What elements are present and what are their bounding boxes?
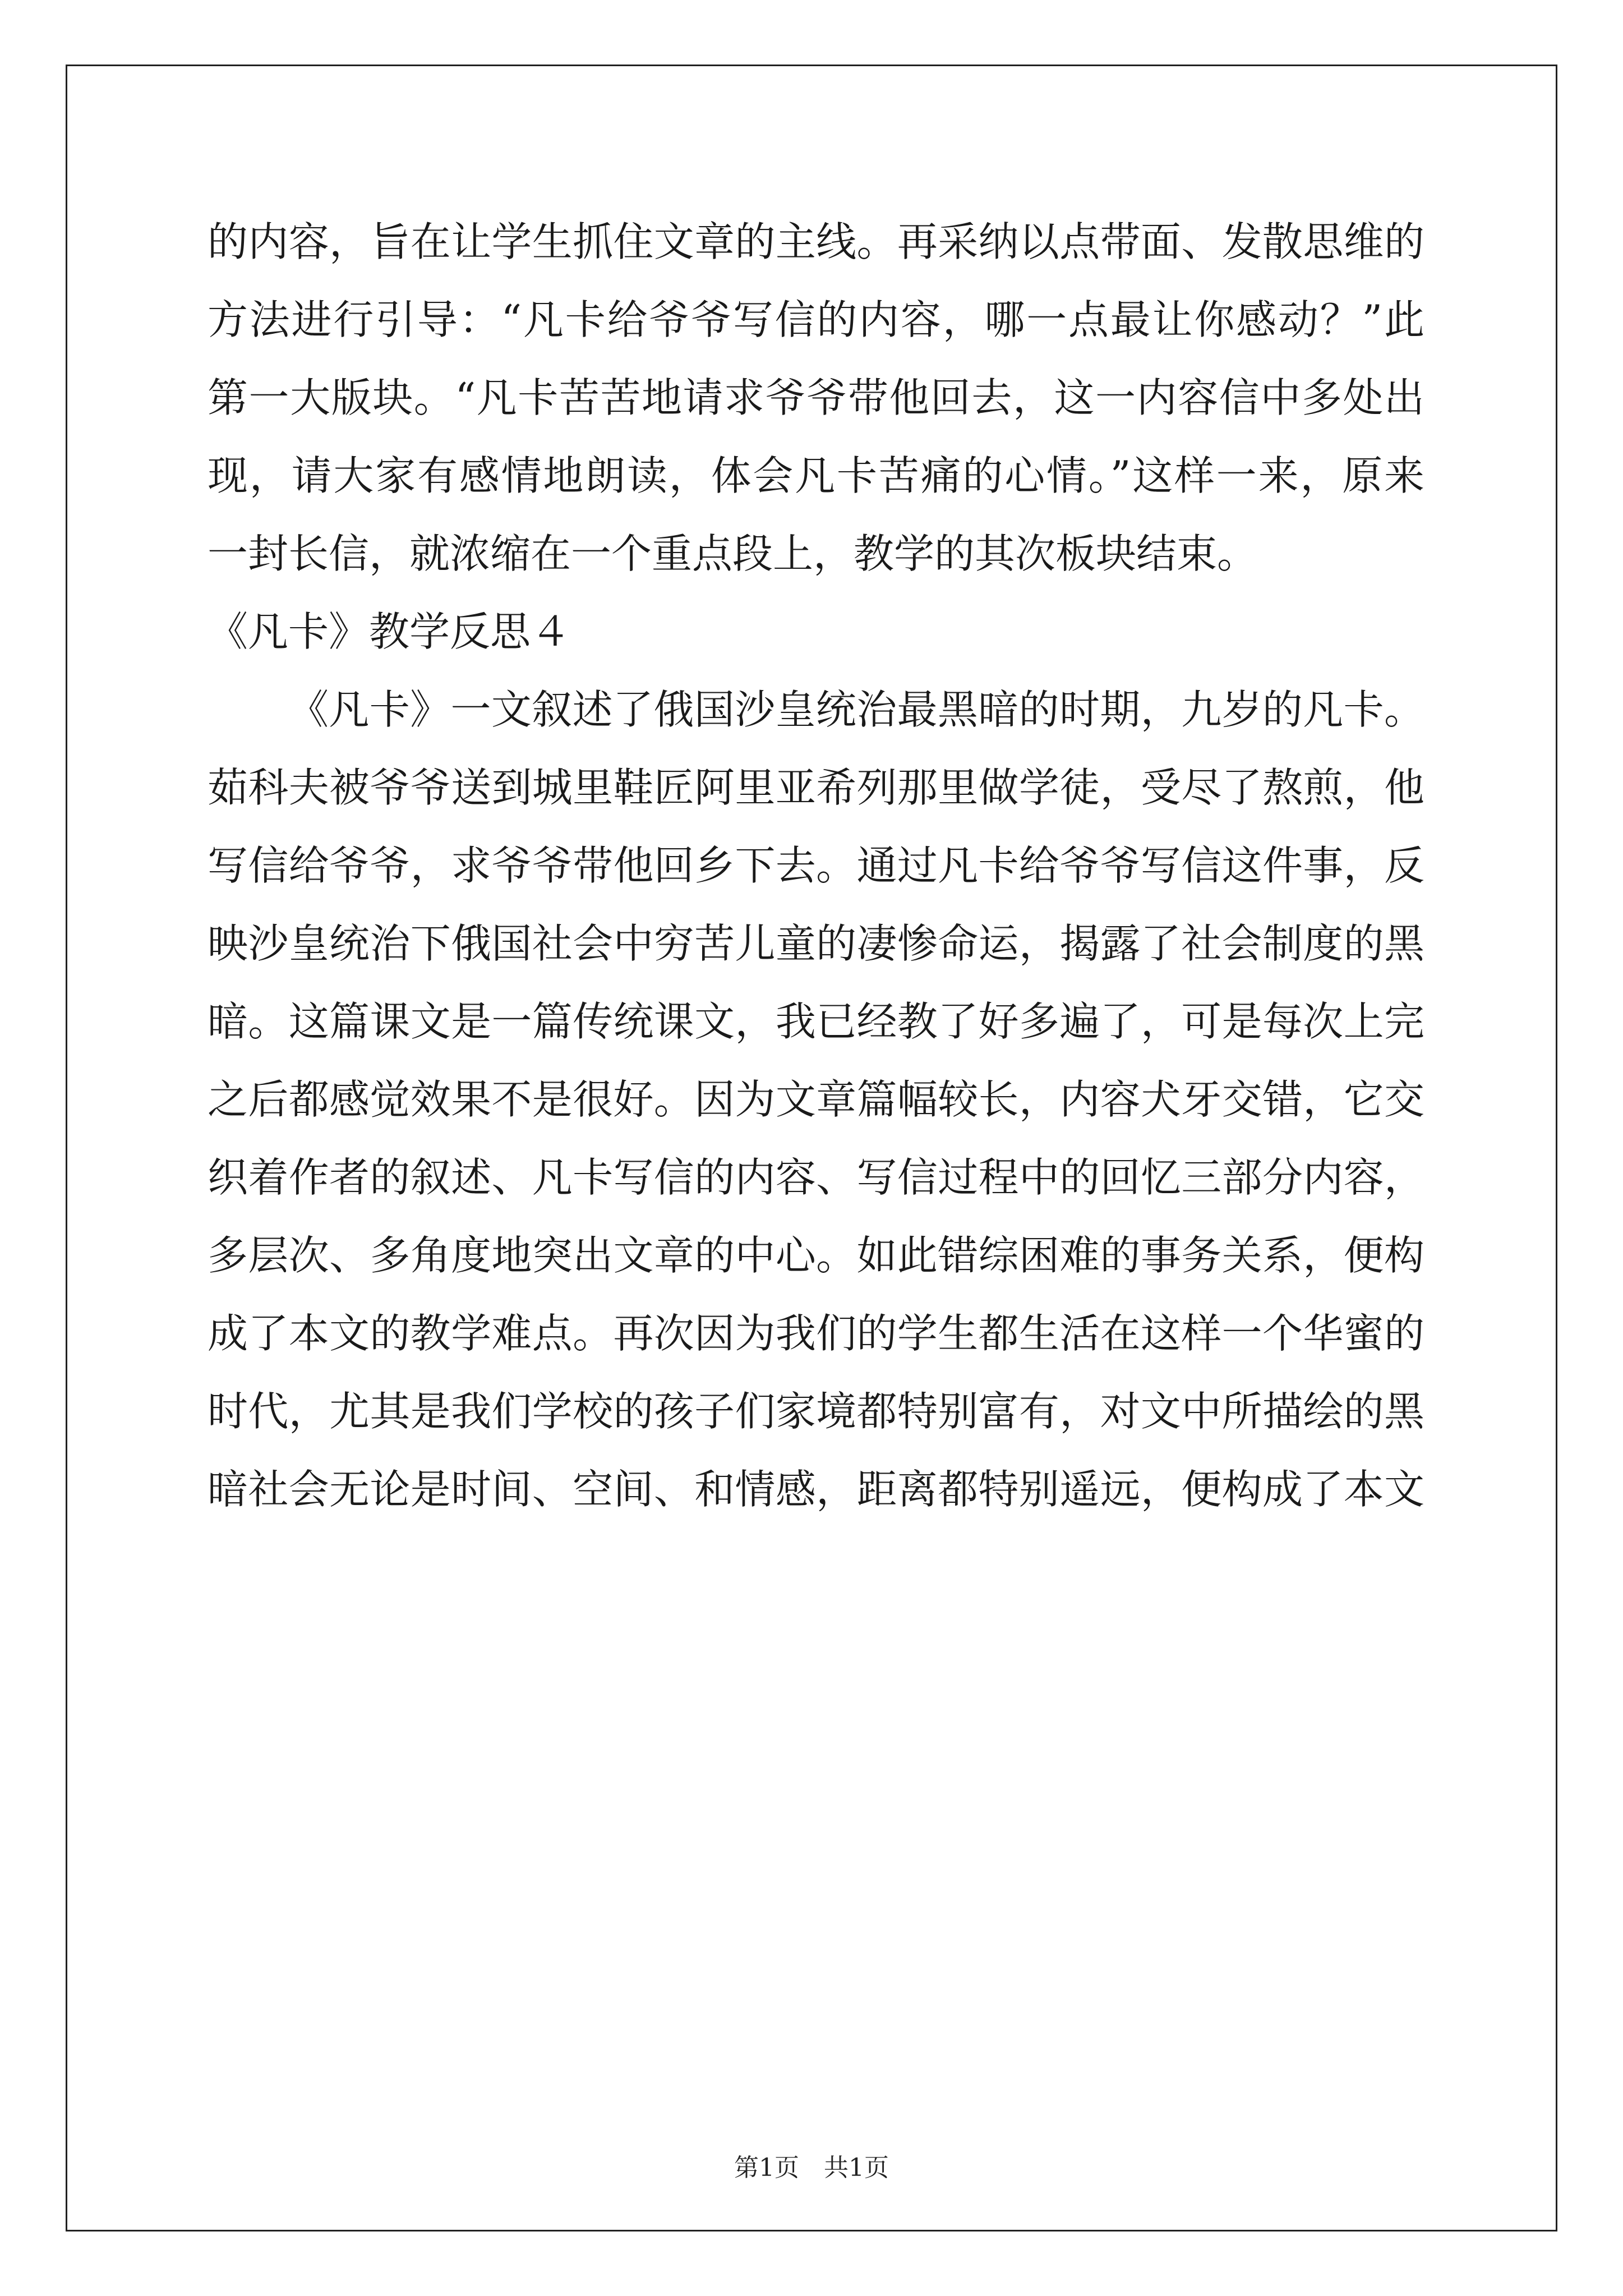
paragraph-line: 暗社会无论是时间、空间、和情感，距离都特别遥远，便构成了本文 bbox=[208, 1466, 1424, 1513]
document-body bbox=[208, 218, 1424, 1547]
paragraph-line: 多层次、多角度地突出文章的中心。如此错综困难的事务关系，便构 bbox=[208, 1232, 1424, 1279]
paragraph-line: 暗。这篇课文是一篇传统课文，我已经教了好多遍了，可是每次上完 bbox=[208, 998, 1424, 1045]
paragraph-line: 时代，尤其是我们学校的孩子们家境都特别富有，对文中所描绘的黑 bbox=[208, 1388, 1424, 1435]
paragraph-line: 写信给爷爷，求爷爷带他回乡下去。通过凡卡给爷爷写信这件事，反 bbox=[208, 842, 1424, 889]
paragraph-line: 现，请大家有感情地朗读，体会凡卡苦痛的心情。”这样一来，原来 bbox=[208, 452, 1424, 499]
paragraph-line: 茹科夫被爷爷送到城里鞋匠阿里亚希列那里做学徒，受尽了熬煎，他 bbox=[208, 764, 1424, 811]
paragraph-line: 《凡卡》一文叙述了俄国沙皇统治最黑暗的时期，九岁的凡卡。 bbox=[288, 686, 1424, 733]
paragraph-line: 的内容，旨在让学生抓住文章的主线。再采纳以点带面、发散思维的 bbox=[208, 218, 1424, 265]
page-number-footer: 第1页 共1页 bbox=[734, 2154, 889, 2182]
section-heading: 《凡卡》教学反思４ bbox=[208, 608, 571, 655]
paragraph-line: 一封长信，就浓缩在一个重点段上，教学的其次板块结束。 bbox=[208, 530, 1258, 577]
paragraph-line: 第一大版块。“凡卡苦苦地请求爷爷带他回去，这一内容信中多处出 bbox=[208, 374, 1424, 421]
paragraph-line: 成了本文的教学难点。再次因为我们的学生都生活在这样一个华蜜的 bbox=[208, 1310, 1424, 1357]
paragraph-line: 之后都感觉效果不是很好。因为文章篇幅较长，内容犬牙交错，它交 bbox=[208, 1076, 1424, 1123]
paragraph-line: 映沙皇统治下俄国社会中穷苦儿童的凄惨命运，揭露了社会制度的黑 bbox=[208, 920, 1424, 967]
paragraph-line: 织着作者的叙述、凡卡写信的内容、写信过程中的回忆三部分内容， bbox=[208, 1154, 1424, 1201]
paragraph-line: 方法进行引导：“凡卡给爷爷写信的内容，哪一点最让你感动？”此 bbox=[208, 296, 1424, 343]
